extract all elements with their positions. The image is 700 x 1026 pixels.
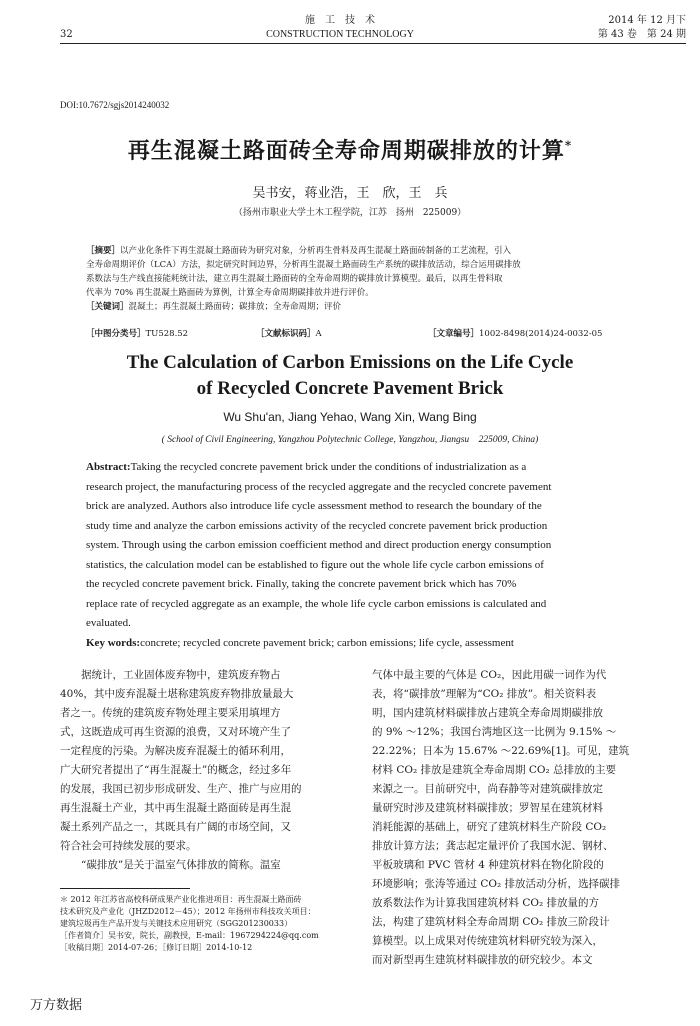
- body-right-line: 而对新型再生建筑材料碳排放的研究较少。本文: [372, 954, 593, 966]
- abstract-en-line-3: brick are analyzed. Authors also introduce life cycle assessment method to research the boundary of the: [86, 500, 542, 512]
- journal-name-en: CONSTRUCTION TECHNOLOGY: [266, 29, 414, 40]
- body-right-line: 气体中最主要的气体是 CO₂，因此用碳一词作为代: [372, 669, 607, 681]
- body-right-line: 明，国内建筑材料碳排放占建筑全寿命周期碳排放: [372, 707, 603, 719]
- abstract-en-line-2: research project, the manufacturing process of the recycled aggregate and the recycled concrete pavement: [86, 480, 552, 493]
- body-left-line: 者之一。传统的建筑废弃物处理主要采用填埋方: [60, 707, 281, 719]
- footnote-line: ［收稿日期］2014-07-26；［修订日期］2014-10-12: [60, 943, 253, 952]
- doi: DOI:10.7672/sgjs2014240032: [60, 100, 170, 110]
- title-cn: [0, 134, 700, 165]
- body-left-line: 符合社会可持续发展的要求。: [60, 840, 197, 852]
- abstract-en-label: Abstract:: [86, 461, 131, 473]
- footnote-line: 技术研究及产业化（JHZD2012－45）；2012 年扬州市科技攻关项目：: [60, 907, 316, 916]
- abstract-en-line-4: study time and analyze the carbon emissions activity of the recycled concrete pavement brick production: [86, 519, 548, 532]
- body-right-line: 表，将“碳排放”理解为“CO₂ 排放”。相关资料表: [372, 688, 597, 700]
- abstract-en: [86, 458, 622, 653]
- issue-date: 2014 年 12 月下: [608, 15, 686, 26]
- watermark-text: 万方数据: [30, 998, 83, 1013]
- keywords-en-label: Key words:: [86, 636, 141, 649]
- abstract-en-line-1: Abstract:Taking the recycled concrete pavement brick under the conditions of industrialization as a: [86, 461, 527, 473]
- body-left-line: 40%，其中废弃混凝土堪称建筑废弃物排放量最大: [60, 688, 294, 700]
- footnotes: [60, 894, 360, 954]
- body-left-line: 再生混凝土产业，其中再生混凝土路面砖是再生混: [60, 802, 291, 814]
- body-right-line: 的 9% ～12%；我国台湾地区这一比例为 9.15% ～: [372, 726, 617, 738]
- affiliation-en: ( School of Civil Engineering, Yangzhou Polytechnic College, Yangzhou, Jiangsu 225009, China): [161, 435, 539, 445]
- journal-name-cn: 施 工 技 术: [305, 15, 375, 26]
- authors-en: Wu Shu'an, Jiang Yehao, Wang Xin, Wang Bing: [223, 410, 477, 424]
- abstract-en-line-5: system. Through using the carbon emission coefficient method and direct production energy consumption: [86, 539, 552, 551]
- keywords-en: [86, 634, 622, 654]
- abstract-cn-label: ［摘要］: [86, 246, 121, 256]
- keywords-cn: [86, 300, 626, 314]
- body-left-line: 据统计，工业固体废弃物中，建筑废弃物占: [60, 669, 281, 681]
- volume-issue: 第 43 卷 第 24 期: [597, 29, 686, 40]
- footnote-line: ［作者简介］吴书安，院长，副教授，E-mail：1967294224@qq.com: [60, 931, 319, 940]
- body-right-line: 材料 CO₂ 排放是建筑全寿命周期 CO₂ 总排放的主要: [372, 764, 617, 776]
- clc-number: ［中图分类号］TU528.52: [86, 329, 189, 339]
- abstract-en-line-7: the recycled concrete pavement brick. Finally, taking the concrete pavement brick which has 70%: [86, 578, 517, 590]
- body-right-line: 平板玻璃和 PVC 管材 4 种建筑材料在物化阶段的: [372, 859, 604, 871]
- body-right-line: 算模型。以上成果对传统建筑材料研究较为深入，: [372, 935, 603, 947]
- footnote-rule: [60, 888, 190, 889]
- body-left-line: 广大研究者提出了“再生混凝土”的概念，经过多年: [60, 764, 292, 776]
- body-right-line: 量研究时涉及建筑材料碳排放；罗智星在建筑材料: [372, 802, 603, 814]
- affiliation-cn: （扬州市职业大学土木工程学院，江苏 扬州 225009）: [233, 208, 467, 218]
- authors-cn: 吴书安，蒋业浩，王 欣，王 兵: [252, 186, 448, 201]
- body-right-line: 法，构建了建筑材料全寿命周期 CO₂ 排放三阶段计: [372, 916, 610, 928]
- page-number: 32: [60, 29, 73, 40]
- title-en-line-1: The Calculation of Carbon Emissions on the Life Cycle: [126, 352, 574, 373]
- title-footnote-mark: *: [564, 138, 573, 153]
- abstract-cn-line-1: ［摘要］以产业化条件下再生混凝土路面砖为研究对象，分析再生骨料及再生混凝土路面砖制备的工艺流程，引入: [86, 246, 512, 256]
- abstract-en-line-9: evaluated.: [86, 617, 131, 629]
- body-right-line: 22.22%；日本为 15.67% ～22.69%[1]。可见，建筑: [372, 745, 630, 757]
- body-right-line: 放系数法作为计算我国建筑材料 CO₂ 排放量的方: [372, 897, 600, 909]
- body-left-line: 一定程度的污染。为解决废弃混凝土的循环利用，: [60, 745, 291, 757]
- body-right-line: 消耗能源的基础上，研究了建筑材料生产阶段 CO₂: [372, 821, 607, 833]
- abstract-cn-line-3: 系数法与生产线直接能耗统计法，建立再生混凝土路面砖的全寿命周期的碳排放计算模型。最后，以再生骨料取: [86, 274, 503, 284]
- abstract-en-line-8: replace rate of recycled aggregate as an example, the whole life cycle carbon emissions is calculated and: [86, 597, 547, 610]
- footnote-line: 建筑垃圾再生产品开发与关键技术应用研究（SGG201230033）: [60, 919, 293, 928]
- title-en-line-2: of Recycled Concrete Pavement Brick: [196, 378, 504, 399]
- body-right-column: [372, 666, 688, 970]
- keywords-cn-label: ［关键词］: [86, 302, 129, 312]
- keywords-cn-text: 混凝土；再生混凝土路面砖；碳排放；全寿命周期；评价: [128, 302, 342, 312]
- abstract-en-line-6: statistics, the calculation model can be established to figure out the whole life cycle carbon emissions of: [86, 558, 544, 571]
- keywords-en-text: concrete; recycled concrete pavement brick; carbon emissions; life cycle, assessment: [140, 636, 514, 649]
- doc-code: ［文献标识码］A: [256, 329, 322, 339]
- body-left-line: 凝土系列产品之一，其既具有广阔的市场空间，又: [60, 821, 291, 833]
- body-left-line: “碳排放”是关于温室气体排放的简称。温室: [60, 859, 281, 871]
- body-right-line: 环境影响；张涛等通过 CO₂ 排放活动分析，选择碳排: [372, 878, 621, 890]
- title-cn-text: 再生混凝土路面砖全寿命周期碳排放的计算: [127, 138, 565, 164]
- abstract-cn-line-2: 全寿命周期评价（LCA）方法，拟定研究时间边界，分析再生混凝土路面砖生产系统的碳排放活动，综合运用碳排放: [86, 260, 521, 270]
- body-left-line: 的发展，我国已初步形成研发、生产、推广与应用的: [60, 783, 302, 795]
- header-rule: [60, 43, 686, 44]
- body-left-column: [60, 666, 360, 875]
- body-left-line: 式，这既造成可再生资源的浪费，又对环境产生了: [60, 726, 291, 738]
- abstract-cn: [86, 244, 626, 314]
- abstract-cn-line-4: 代率为 70% 再生混凝土路面砖为算例，计算全寿命周期碳排放并进行评价。: [86, 288, 374, 298]
- article-number: ［文章编号］1002-8498(2014)24-0032-05: [428, 329, 603, 339]
- footnote-line: ＊ 2012 年江苏省高校科研成果产业化推进项目：再生混凝土路面砖: [60, 895, 302, 904]
- body-right-line: 来源之一。目前研究中，尚春静等对建筑碳排放定: [372, 783, 603, 795]
- body-right-line: 排放计算方法；龚志起定量评价了我国水泥、钢材、: [372, 840, 614, 852]
